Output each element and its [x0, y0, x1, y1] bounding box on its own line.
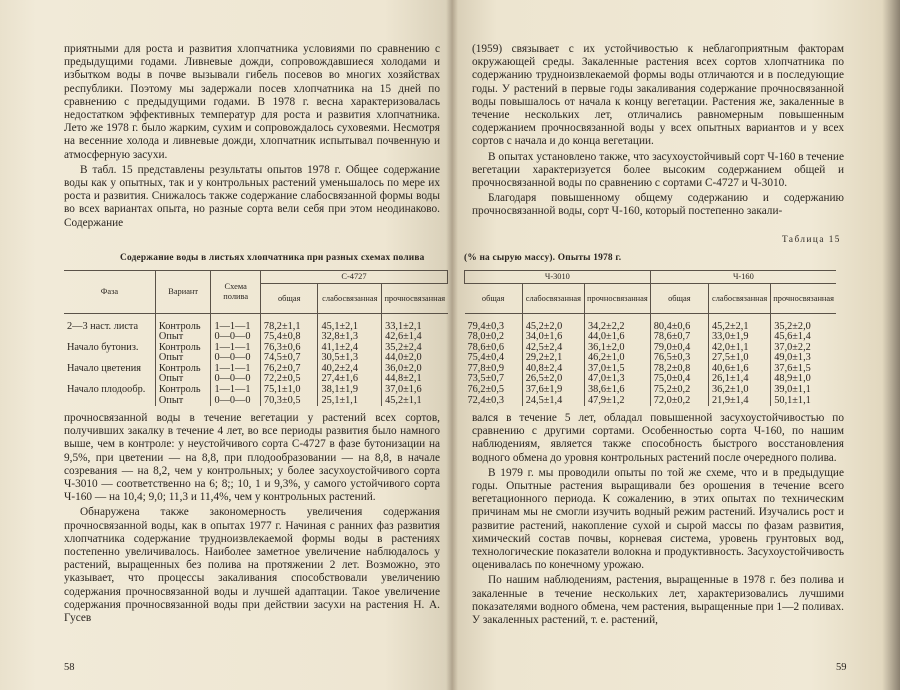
table-cell-strong: 44,0±2,0 — [385, 352, 422, 364]
table-cell-w2: 36,2±1,0 — [708, 385, 770, 396]
table-cell-variant: Контроль — [155, 364, 211, 375]
table-cell-weak: 45,1±2,1 — [318, 322, 382, 333]
table-cell-variant: Контроль — [155, 343, 211, 354]
table-cell-total: 72,2±0,5 — [260, 374, 318, 385]
table-cell-t1: 73,5±0,7 — [465, 374, 523, 385]
table-cell-w1: 24,5±1,4 — [522, 396, 584, 407]
table-cell-w2: 26,1±1,4 — [708, 374, 770, 385]
table-cell-w1: 45,2±2,0 — [522, 322, 584, 333]
paragraph: вался в течение 5 лет, обладал повышенной засухоустойчивостью по сравнению с другими сортами. Особенностью сорта Ч-160, по нашим наблюдениям, является также способность быстрого восстановления водного обмена до уровня контрольных растений после очередного полива. — [472, 412, 844, 464]
table-cell-scheme: 1—1—1 — [211, 364, 260, 375]
table-title-continued: (% на сырую массу). Опыты 1978 г. — [464, 253, 622, 263]
table-cell-w2: 42,0±1,1 — [708, 343, 770, 354]
col-header-weak: слабосвязанная — [522, 284, 584, 314]
data-table-right — [464, 270, 836, 406]
table-cell-total: 75,4±0,8 — [260, 332, 318, 343]
paragraph: (1959) связывает с их устойчивостью к неблагоприятным факторам окружающей среды. Закаленные растения всех сортов хлопчатника по содержанию трудноизвлекаемой формы воды отличаются и в последующие годы. У растений в первые годы закаливания содержание прочносвязанной воды повышалось от начала к концу вегетации. Растения же, закаленные в течение нескольких лет, отличались равномерным повышенным содержанием прочносвязанной воды у всех опытных вариантов и у всех сортов с начала и до конца вегетации. — [472, 43, 844, 148]
table-cell-w1: 37,6±1,9 — [522, 385, 584, 396]
data-table-left — [64, 270, 448, 406]
table-cell-w1: 26,5±2,0 — [522, 374, 584, 385]
col-header-variety-2: Ч-160 — [650, 271, 836, 284]
table-cell-s2: 48,9±1,0 — [774, 373, 811, 385]
table-cell-total: 78,2±1,1 — [260, 322, 318, 333]
table-cell-total: 76,3±0,6 — [260, 343, 318, 354]
table-cell-variant: Опыт — [155, 353, 211, 364]
table-cell-variant: Опыт — [155, 332, 211, 343]
left-text-top — [64, 43, 440, 230]
book-gutter — [446, 0, 458, 690]
table-cell-weak: 38,1±1,9 — [318, 385, 382, 396]
table-cell-scheme: 0—0—0 — [211, 353, 260, 364]
table-cell-w1: 40,8±2,4 — [522, 364, 584, 375]
right-page — [452, 0, 900, 690]
table-cell-t1: 79,4±0,3 — [465, 322, 523, 333]
table-cell-w1: 42,5±2,4 — [522, 343, 584, 354]
table-body — [465, 314, 837, 407]
table-cell-scheme: 1—1—1 — [211, 322, 260, 333]
paragraph: Обнаружена также закономерность увеличения содержания прочносвязанной воды, как в опытах 1977 г. Начиная с ранних фаз развития хлопчатника содержание трудноизвлекаемой формы воды в растениях постепенно увеличивалось. Наиболее заметное увеличение наблюдалось у растений, выращенных без полива на протяжении 2 лет. Возможно, это указывает, что процессы закаливания способствовали увеличению содержания прочносвязанной воды и лучшей адаптации. Такое увеличение содержания прочносвязанной воды при действии засухи на растения Н. А. Гусев — [64, 506, 440, 625]
table-cell-t2: 78,2±0,8 — [650, 364, 708, 375]
paragraph: приятными для роста и развития хлопчатника условиями по сравнению с предыдущими годами. Ливневые дожди, сопровождавшиеся холодами и избытком воды в почве вызывали гибель посевов во многих хозяйствах республики. Поэтому мы задержали посев хлопчатника на 15 дней по сравнению с предыдущими годами. В 1978 г. весна характеризовалась недостатком эффективных температур для роста и развития хлопчатника. Лето же 1978 г. было жарким, сухим и сопровождалось суховеями. Несмотря на весенние холода и ливневые дожди, хлопчатник испытывал почвенную и атмосферную засухи. — [64, 43, 440, 161]
col-header-weak: слабосвязанная — [318, 284, 382, 314]
table-title: Содержание воды в листьях хлопчатника при разных схемах полива — [120, 253, 425, 263]
table-cell-w2: 33,0±1,9 — [708, 332, 770, 343]
table-cell-t2: 80,4±0,6 — [650, 322, 708, 333]
table-cell-s2: 50,1±1,1 — [774, 394, 811, 406]
page-number: 58 — [64, 662, 75, 673]
table-cell-t1: 72,4±0,3 — [465, 396, 523, 407]
table-cell-total: 70,3±0,5 — [260, 396, 318, 407]
table-cell-s1: 44,0±1,6 — [585, 332, 651, 343]
table-row — [64, 396, 448, 407]
table-cell-weak: 40,2±2,4 — [318, 364, 382, 375]
table-cell-variant: Опыт — [155, 396, 211, 407]
table-cell-s2: 35,2±2,0 — [774, 320, 811, 332]
paragraph: прочносвязанной воды в течение вегетации у растений всех сортов, получивших закалку в течение 4 лет, во все периоды развития было намного выше, чем в контроле: у неустойчивого сорта С-4727 в фазе бутонизации на 9,5%, при цветении — на 8,8, при плодообразовании — на 8,8, в начале созревания — на 8,2, чем у контрольных; у более засухоустойчивого сорта Ч-3010 — соответственно на 6; 8;; 10, 1 и 9,3%, у самого устойчивого сорта Ч-160 — на 10,4; 9,0; 11,3 и 11,4%, чем у контрольных растений. — [64, 412, 440, 504]
table-cell-phase: 2—3 наст. листа — [64, 322, 155, 333]
col-header-total: общая — [465, 284, 523, 314]
col-header-variant: Вариант — [155, 271, 211, 314]
table-cell-s2: 45,6±1,4 — [774, 331, 811, 343]
table-cell-w1: 29,2±2,1 — [522, 353, 584, 364]
table-cell-phase: Начало цветения — [64, 364, 155, 375]
table-cell-t2: 76,5±0,3 — [650, 353, 708, 364]
table-cell-scheme: 1—1—1 — [211, 385, 260, 396]
col-header-variety-1: Ч-3010 — [465, 271, 651, 284]
paragraph: В 1979 г. мы проводили опыты по той же схеме, что и в предыдущие годы. Опытные растения выращивали без орошения в течение всего вегетационного периода. К сожалению, в этих опытах по техническим причинам мы не смогли изучить водный режим растений. Изучались рост и развитие растений, накопление сухой и сырой массы по фазам развития, химический состав почвы, корневая система, уровень грунтовых вод, технологические показатели волокна и продуктивность. Засухоустойчивость оценивалась по конечному урожаю. — [472, 466, 844, 572]
table-cell-phase: Начало плодообр. — [64, 385, 155, 396]
col-header-scheme: Схема полива — [211, 271, 260, 314]
table-cell-strong: 45,2±1,1 — [385, 394, 422, 406]
table-cell-weak: 30,5±1,3 — [318, 353, 382, 364]
table-cell-scheme: 1—1—1 — [211, 343, 260, 354]
table-cell-s2: 49,0±1,3 — [774, 352, 811, 364]
table-cell-t2: 72,0±0,2 — [650, 396, 708, 407]
table-body — [64, 314, 448, 407]
table-cell-s2: 39,0±1,1 — [774, 384, 811, 396]
table-cell-w2: 21,9±1,4 — [708, 396, 770, 407]
table-cell-t2: 75,2±0,2 — [650, 385, 708, 396]
table-cell-scheme: 0—0—0 — [211, 396, 260, 407]
table-cell-weak: 41,1±2,4 — [318, 343, 382, 354]
table-cell-strong: 42,6±1,4 — [385, 331, 422, 343]
table-cell-t1: 76,2±0,5 — [465, 385, 523, 396]
table-cell-phase: Начало бутониз. — [64, 343, 155, 354]
table-cell-s1: 47,0±1,3 — [585, 374, 651, 385]
table-cell-variant: Опыт — [155, 374, 211, 385]
paragraph: Благодаря повышенному общему содержанию и содержанию прочносвязанной воды, сорт Ч-160, который постепенно закали- — [472, 192, 844, 218]
table-cell-strong: 44,8±2,1 — [385, 373, 422, 385]
paragraph: В опытах установлено также, что засухоустойчивый сорт Ч-160 в течение вегетации характеризуется более высоким содержанием общей и прочносвязанной воды по сравнению с сортами С-4727 и Ч-3010. — [472, 150, 844, 190]
table-cell-s1: 38,6±1,6 — [585, 385, 651, 396]
page-number: 59 — [836, 662, 847, 673]
col-header-weak: слабосвязанная — [708, 284, 770, 314]
col-header-strong: прочносвязанная — [382, 284, 448, 314]
table-cell-weak: 32,8±1,3 — [318, 332, 382, 343]
table-cell-variant: Контроль — [155, 385, 211, 396]
table-cell-total: 74,5±0,7 — [260, 353, 318, 364]
table-cell-strong: 37,0±1,6 — [385, 384, 422, 396]
table-cell-s1: 36,1±2,0 — [585, 343, 651, 354]
table-row — [465, 396, 837, 407]
col-header-total: общая — [650, 284, 708, 314]
table-cell-t1: 75,4±0,4 — [465, 353, 523, 364]
table-label: Таблица 15 — [782, 234, 841, 244]
table-cell-s1: 37,0±1,5 — [585, 364, 651, 375]
col-header-variety: С-4727 — [260, 271, 447, 284]
table-cell-w2: 27,5±1,0 — [708, 353, 770, 364]
table-cell-t1: 78,0±0,2 — [465, 332, 523, 343]
paragraph: В табл. 15 представлены результаты опытов 1978 г. Общее содержание воды как у опытных, так и у контрольных растений уменьшалось по мере их роста и развития. Снижалось также содержание слабосвязанной формы воды во всех вариантах опыта, но разные сорта вели себя при этом неодинаково. Содержание — [64, 163, 440, 229]
table-cell-total: 76,2±0,7 — [260, 364, 318, 375]
table-cell-s1: 34,2±2,2 — [585, 322, 651, 333]
table-cell-s1: 46,2±1,0 — [585, 353, 651, 364]
table-cell-t2: 79,0±0,4 — [650, 343, 708, 354]
table-cell-t2: 78,6±0,7 — [650, 332, 708, 343]
table-cell-total: 75,1±1,0 — [260, 385, 318, 396]
table-cell-scheme: 0—0—0 — [211, 332, 260, 343]
table-cell-w2: 40,6±1,6 — [708, 364, 770, 375]
table-cell-w2: 45,2±2,1 — [708, 322, 770, 333]
table-cell-variant: Контроль — [155, 322, 211, 333]
table-cell-t2: 75,0±0,4 — [650, 374, 708, 385]
table-cell-t1: 78,6±0,6 — [465, 343, 523, 354]
table-cell-strong: 33,1±2,1 — [385, 320, 422, 332]
right-text-bottom — [472, 412, 844, 627]
table-cell-t1: 77,8±0,9 — [465, 364, 523, 375]
table-cell-strong: 35,2±2,4 — [385, 341, 422, 353]
paragraph: По нашим наблюдениям, растения, выращенные в 1978 г. без полива и закаленные в течение нескольких лет, характеризовались лучшими показателями водного обмена, чем растения, выращенные при 1—2 поливах. У закаленных растений, т. е. растений, — [472, 574, 844, 627]
right-text-top — [472, 43, 844, 219]
col-header-strong: прочносвязанная — [585, 284, 651, 314]
col-header-total: общая — [260, 284, 318, 314]
col-header-phase: Фаза — [64, 271, 155, 314]
table-cell-weak: 27,4±1,6 — [318, 374, 382, 385]
table-cell-s2: 37,6±1,5 — [774, 362, 811, 374]
table-cell-s1: 47,9±1,2 — [585, 396, 651, 407]
table-cell-strong: 36,0±2,0 — [385, 362, 422, 374]
table-cell-weak: 25,1±1,1 — [318, 396, 382, 407]
table-cell-s2: 37,0±2,2 — [774, 341, 811, 353]
table-cell-scheme: 0—0—0 — [211, 374, 260, 385]
table-cell-w1: 34,0±1,6 — [522, 332, 584, 343]
table-cell-phase — [64, 396, 155, 407]
left-text-bottom — [64, 412, 440, 625]
col-header-strong: прочносвязанная — [771, 284, 836, 314]
